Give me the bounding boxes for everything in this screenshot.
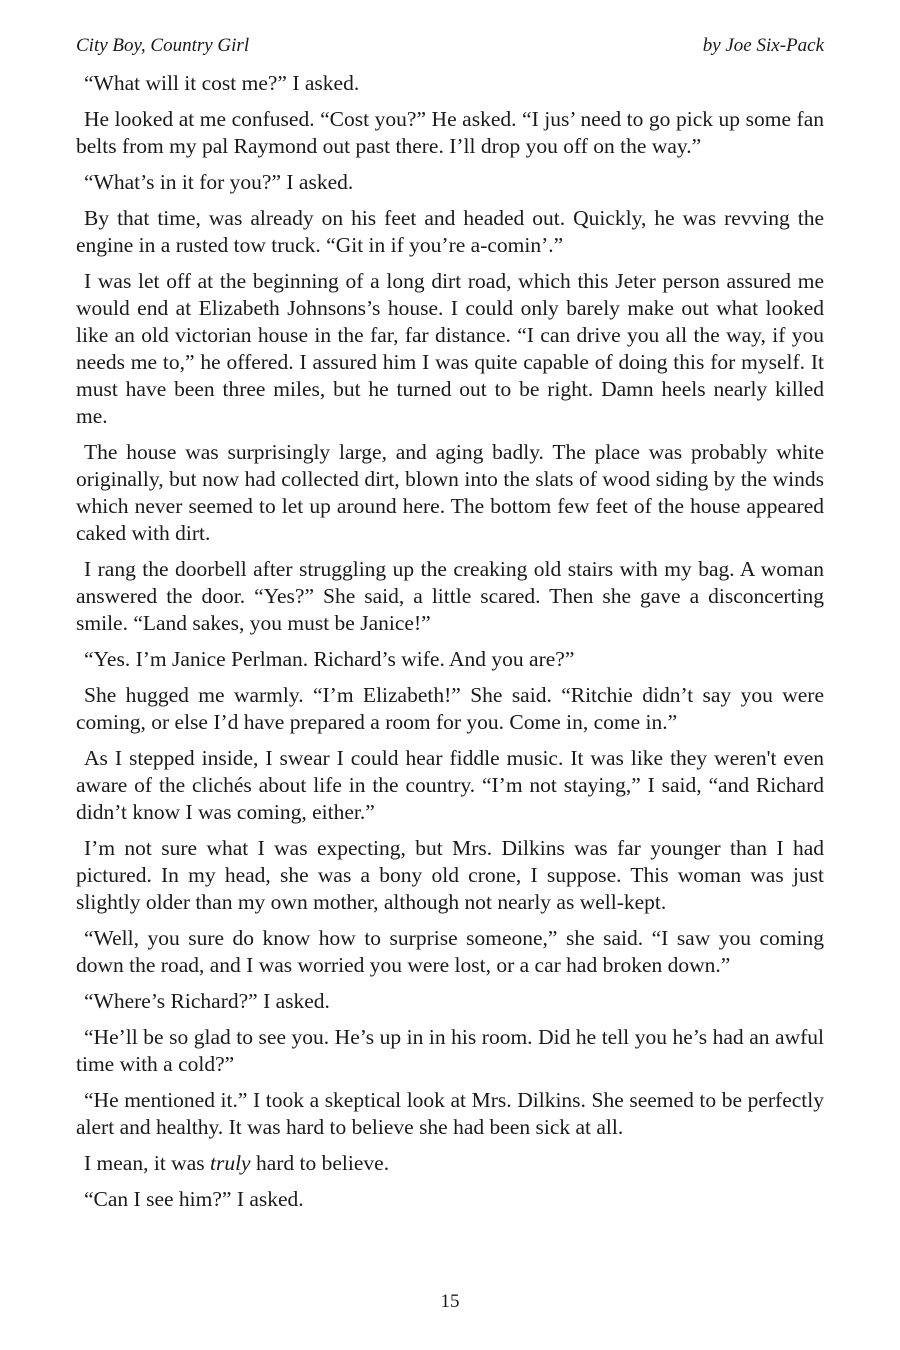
paragraph: “Where’s Richard?” I asked.: [84, 989, 330, 1013]
paragraph: “Yes. I’m Janice Perlman. Richard’s wife. And you are?”: [84, 647, 575, 671]
emphasized-word: truly: [209, 1151, 251, 1175]
running-header: [76, 34, 824, 60]
paragraph: “He’ll be so glad to see you. He’s up in in his room. Did he tell you he’s had an awful time with a cold?”: [76, 1025, 824, 1076]
paragraph: He looked at me confused. “Cost you?” He asked. “I jus’ need to go pick up some fan belts from my pal Raymond out past there. I’ll drop you off on the way.”: [76, 107, 824, 158]
paragraph: “What’s in it for you?” I asked.: [84, 170, 354, 194]
paragraph-text-after: hard to believe.: [250, 1151, 390, 1175]
body-text: [76, 70, 824, 1222]
paragraph: The house was surprisingly large, and aging badly. The place was probably white originally, but now had collected dirt, blown into the slats of wood siding by the winds which never seemed to let up around here. The bottom few feet of the house appeared caked with dirt.: [76, 440, 824, 545]
paragraph-text-before: I mean, it was: [84, 1151, 210, 1175]
book-title: City Boy, Country Girl: [76, 35, 250, 56]
paragraph: “Well, you sure do know how to surprise someone,” she said. “I saw you coming down the road, and I was worried you were lost, or a car had broken down.”: [76, 926, 824, 977]
paragraph: “What will it cost me?” I asked.: [84, 71, 360, 95]
paragraph: By that time, was already on his feet and headed out. Quickly, he was revving the engine in a rusted tow truck. “Git in if you’re a-comin’.”: [76, 206, 824, 257]
book-author: by Joe Six-Pack: [702, 35, 824, 56]
paragraph: “Can I see him?” I asked.: [84, 1187, 304, 1211]
paragraph: I’m not sure what I was expecting, but Mrs. Dilkins was far younger than I had pictured. In my head, she was a bony old crone, I suppose. This woman was just slightly older than my own mother, although not nearly as well-kept.: [76, 836, 824, 914]
page-number: 15: [440, 1291, 460, 1312]
paragraph: “He mentioned it.” I took a skeptical look at Mrs. Dilkins. She seemed to be perfectly alert and healthy. It was hard to believe she had been sick at all.: [76, 1088, 824, 1139]
paragraph: I rang the doorbell after struggling up the creaking old stairs with my bag. A woman answered the door. “Yes?” She said, a little scared. Then she gave a disconcerting smile. “Land sakes, you must be Janice!”: [76, 557, 824, 635]
paragraph: As I stepped inside, I swear I could hear fiddle music. It was like they weren't even aware of the clichés about life in the country. “I’m not staying,” I said, “and Richard didn’t know I was coming, either.”: [76, 746, 824, 824]
paragraph: She hugged me warmly. “I’m Elizabeth!” She said. “Ritchie didn’t say you were coming, or else I’d have prepared a room for you. Come in, come in.”: [76, 683, 824, 734]
paragraph-with-emphasis: [76, 1150, 824, 1177]
paragraph: I was let off at the beginning of a long dirt road, which this Jeter person assured me would end at Elizabeth Johnsons’s house. I could only barely make out what looked like an old victorian house in the far, far distance. “I can drive you all the way, if you needs me to,” he offered. I assured him I was quite capable of doing this for myself. It must have been three miles, but he turned out to be right. Damn heels nearly killed me.: [76, 269, 824, 428]
